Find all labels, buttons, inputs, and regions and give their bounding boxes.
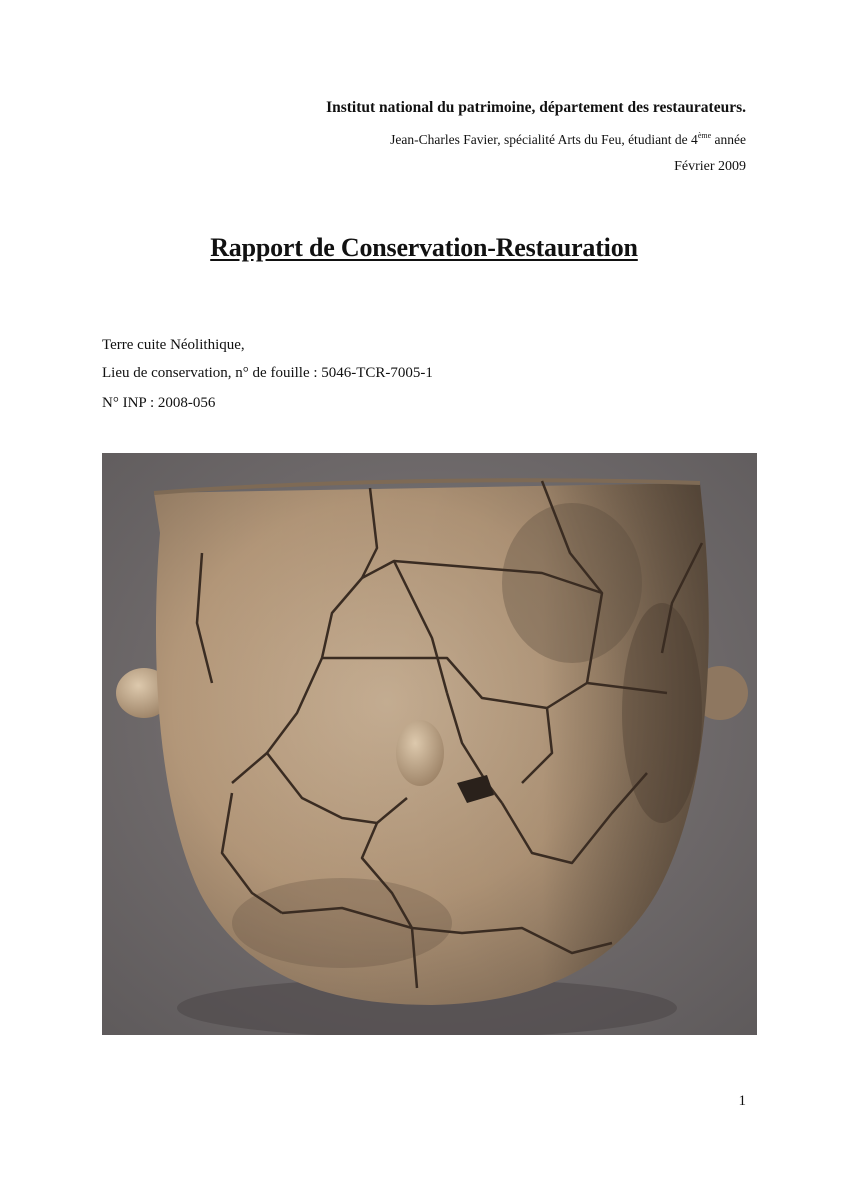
page-number: 1 [738,1093,746,1109]
author-line [390,131,746,148]
excavation-number: Lieu de conservation, n° de fouille : 5046-TCR-7005-1 [102,365,433,381]
author-suffix: année [711,132,746,147]
author-superscript: ème [697,131,712,140]
vessel-illustration [102,453,757,1035]
inp-number: N° INP : 2008-056 [102,395,216,411]
author-text: Jean-Charles Favier, spécialité Arts du Feu, étudiant de 4 [390,132,698,147]
report-title: Rapport de Conservation-Restauration [210,233,638,262]
vessel-photo [102,453,757,1035]
institution-line: Institut national du patrimoine, département des restaurateurs. [326,99,746,116]
date-line: Février 2009 [674,159,746,174]
object-type: Terre cuite Néolithique, [102,337,245,353]
